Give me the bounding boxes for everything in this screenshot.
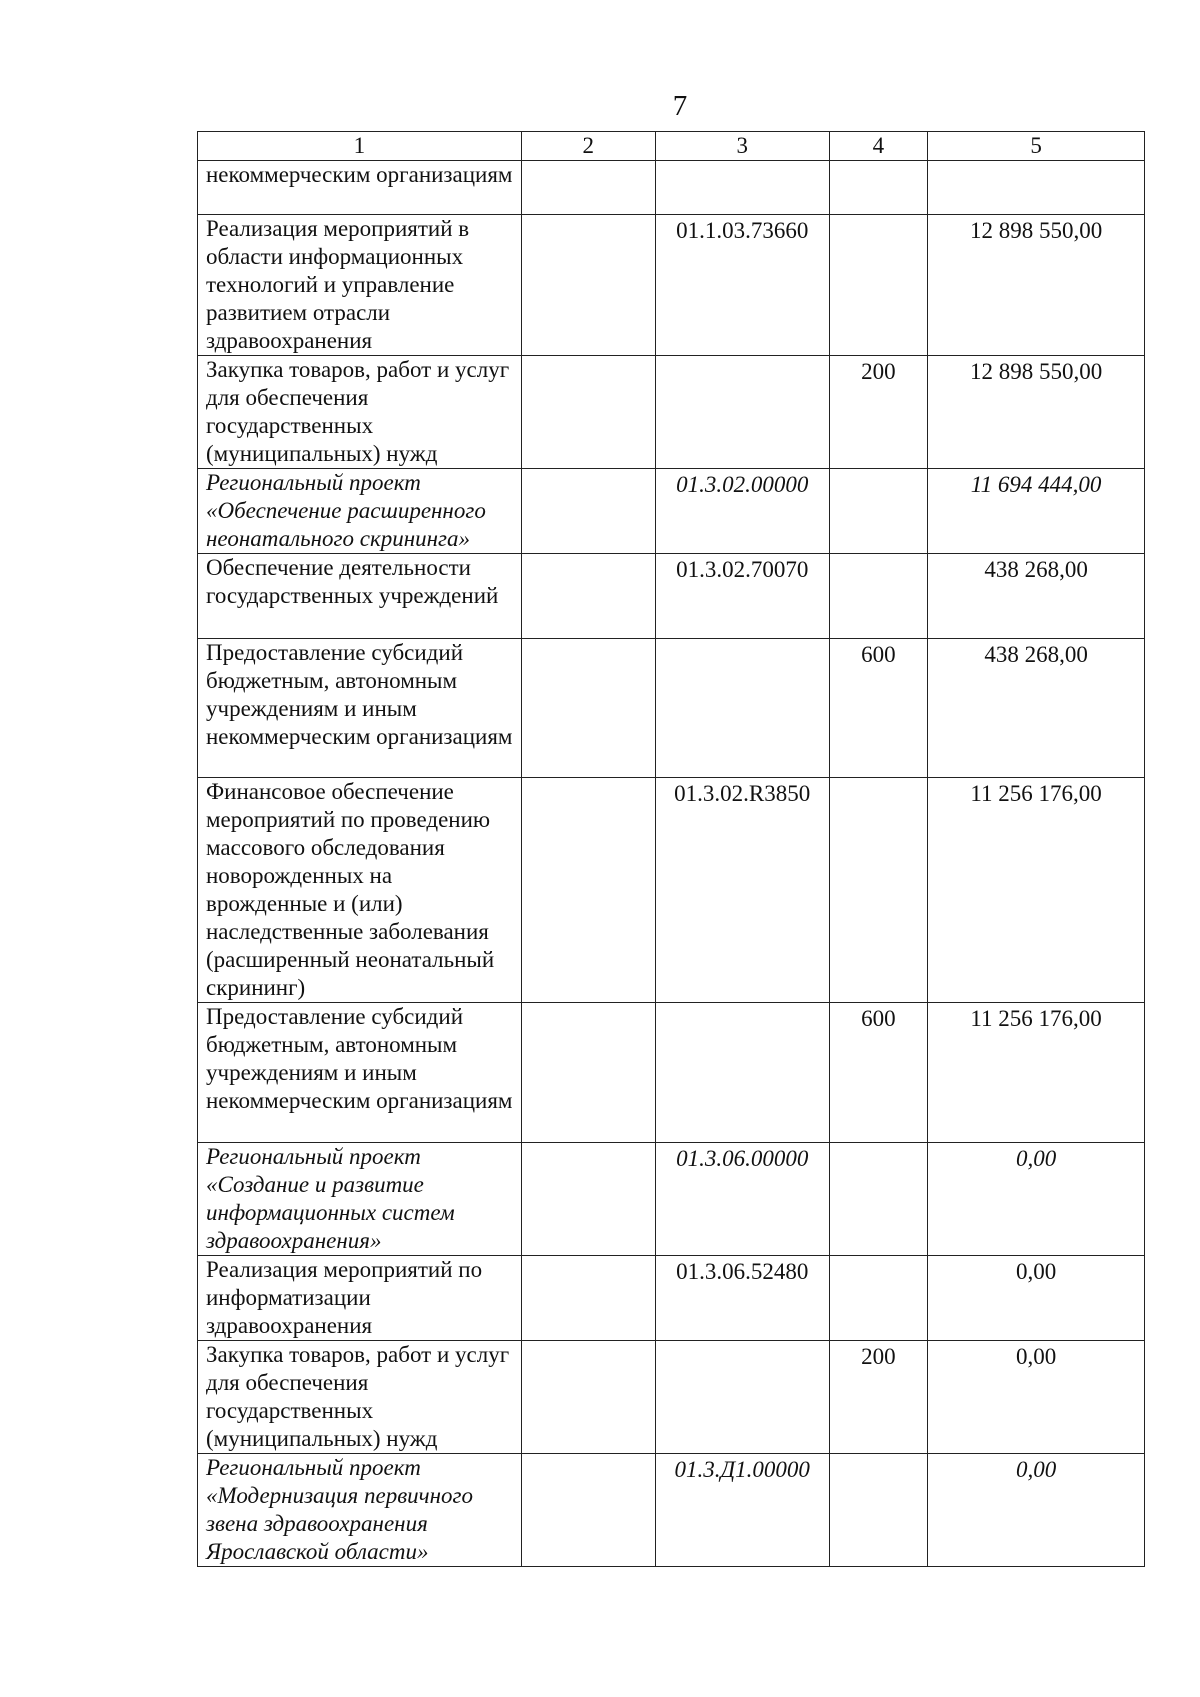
row-name: некоммерческим организациям xyxy=(198,161,522,215)
table-row xyxy=(198,469,1145,554)
row-name: Закупка товаров, работ и услуг для обеспечения государственных (муниципальных) нужд xyxy=(198,356,522,469)
column-header-5: 5 xyxy=(928,132,1145,161)
row-code xyxy=(655,1003,829,1143)
row-type xyxy=(829,778,927,1003)
row-col2 xyxy=(521,778,655,1003)
row-type xyxy=(829,215,927,356)
table-row xyxy=(198,1454,1145,1567)
row-col2 xyxy=(521,1454,655,1567)
budget-table xyxy=(197,131,1145,1567)
row-type xyxy=(829,554,927,639)
row-name: Предоставление субсидий бюджетным, автономным учреждениям и иным некоммерческим организациям xyxy=(198,639,522,778)
table-row xyxy=(198,356,1145,469)
row-amount: 11 694 444,00 xyxy=(928,469,1145,554)
row-code xyxy=(655,161,829,215)
row-type xyxy=(829,1256,927,1341)
row-name: Обеспечение деятельности государственных учреждений xyxy=(198,554,522,639)
row-amount xyxy=(928,161,1145,215)
column-header-4: 4 xyxy=(829,132,927,161)
row-code xyxy=(655,639,829,778)
row-amount: 0,00 xyxy=(928,1454,1145,1567)
row-code xyxy=(655,1341,829,1454)
table-row xyxy=(198,778,1145,1003)
row-name: Финансовое обеспечение мероприятий по проведению массового обследования новорожденных на врожденные и (или) наследственные заболевания (расширенный неонатальный скрининг) xyxy=(198,778,522,1003)
row-name: Региональный проект «Модернизация первичного звена здравоохранения Ярославской области» xyxy=(198,1454,522,1567)
page-number: 7 xyxy=(672,90,688,122)
row-col2 xyxy=(521,639,655,778)
row-name: Региональный проект «Обеспечение расширенного неонатального скрининга» xyxy=(198,469,522,554)
row-amount: 0,00 xyxy=(928,1341,1145,1454)
table-row xyxy=(198,1256,1145,1341)
row-code: 01.3.Д1.00000 xyxy=(655,1454,829,1567)
table-row xyxy=(198,554,1145,639)
row-type xyxy=(829,161,927,215)
row-name: Закупка товаров, работ и услуг для обеспечения государственных (муниципальных) нужд xyxy=(198,1341,522,1454)
row-code: 01.3.02.70070 xyxy=(655,554,829,639)
row-col2 xyxy=(521,215,655,356)
row-code: 01.3.06.52480 xyxy=(655,1256,829,1341)
row-code xyxy=(655,356,829,469)
row-col2 xyxy=(521,469,655,554)
row-col2 xyxy=(521,1143,655,1256)
row-col2 xyxy=(521,1003,655,1143)
table-row xyxy=(198,1143,1145,1256)
row-code: 01.3.02.R3850 xyxy=(655,778,829,1003)
row-name: Реализация мероприятий по информатизации здравоохранения xyxy=(198,1256,522,1341)
row-name: Реализация мероприятий в области информационных технологий и управление развитием отрасли здравоохранения xyxy=(198,215,522,356)
row-amount: 12 898 550,00 xyxy=(928,356,1145,469)
column-header-1: 1 xyxy=(198,132,522,161)
row-type xyxy=(829,1143,927,1256)
table-row xyxy=(198,639,1145,778)
row-code: 01.3.06.00000 xyxy=(655,1143,829,1256)
table-row xyxy=(198,161,1145,215)
row-code: 01.1.03.73660 xyxy=(655,215,829,356)
row-col2 xyxy=(521,1256,655,1341)
table-row xyxy=(198,1003,1145,1143)
row-code: 01.3.02.00000 xyxy=(655,469,829,554)
row-amount: 11 256 176,00 xyxy=(928,1003,1145,1143)
row-amount: 438 268,00 xyxy=(928,554,1145,639)
row-type: 200 xyxy=(829,356,927,469)
column-header-2: 2 xyxy=(521,132,655,161)
row-type: 600 xyxy=(829,1003,927,1143)
row-type: 200 xyxy=(829,1341,927,1454)
row-amount: 11 256 176,00 xyxy=(928,778,1145,1003)
row-amount: 0,00 xyxy=(928,1256,1145,1341)
row-type xyxy=(829,469,927,554)
column-header-3: 3 xyxy=(655,132,829,161)
row-amount: 438 268,00 xyxy=(928,639,1145,778)
row-amount: 12 898 550,00 xyxy=(928,215,1145,356)
row-name: Региональный проект «Создание и развитие информационных систем здравоохранения» xyxy=(198,1143,522,1256)
row-name: Предоставление субсидий бюджетным, автономным учреждениям и иным некоммерческим организациям xyxy=(198,1003,522,1143)
row-col2 xyxy=(521,554,655,639)
row-col2 xyxy=(521,1341,655,1454)
row-col2 xyxy=(521,161,655,215)
table-row xyxy=(198,1341,1145,1454)
row-type: 600 xyxy=(829,639,927,778)
row-amount: 0,00 xyxy=(928,1143,1145,1256)
column-number-row xyxy=(198,132,1145,161)
row-col2 xyxy=(521,356,655,469)
table-row xyxy=(198,215,1145,356)
row-type xyxy=(829,1454,927,1567)
